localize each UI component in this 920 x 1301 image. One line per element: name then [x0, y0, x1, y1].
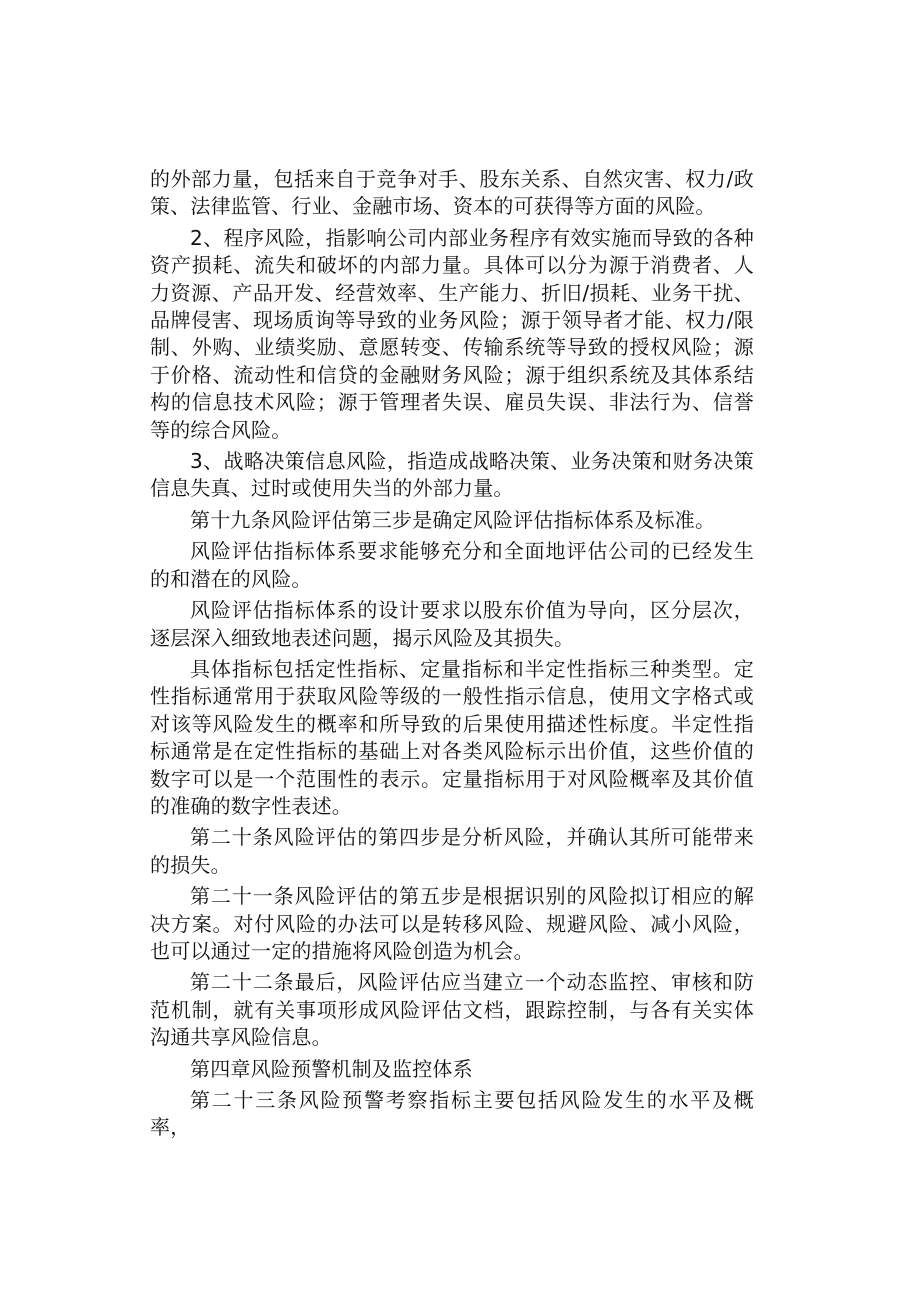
paragraph-strategic-info-risk: 3、战略决策信息风险，指造成战略决策、业务决策和财务决策信息失真、过时或使用失当的外部力量。: [150, 449, 754, 501]
paragraph-index-system-requirement: 风险评估指标体系要求能够充分和全面地评估公司的已经发生的和潜在的风险。: [150, 539, 754, 591]
article-20: 第二十条风险评估的第四步是分析风险，并确认其所可能带来的损失。: [150, 825, 754, 877]
chapter-4-heading: 第四章风险预警机制及监控体系: [190, 1056, 473, 1081]
paragraph-continuation: 的外部力量，包括来自于竞争对手、股东关系、自然灾害、权力/政策、法律监管、行业、金融市场、资本的可获得等方面的风险。: [150, 167, 754, 219]
paragraph-index-system-design: 风险评估指标体系的设计要求以股东价值为导向，区分层次，逐层深入细致地表述问题，揭示风险及其损失。: [150, 598, 754, 650]
article-22: 第二十二条最后，风险评估应当建立一个动态监控、审核和防范机制，就有关事项形成风险评估文档，跟踪控制，与各有关实体沟通共享风险信息。: [150, 970, 754, 1050]
article-19: 第十九条风险评估第三步是确定风险评估指标体系及标准。: [190, 507, 716, 532]
document-body: [150, 166, 754, 1146]
article-21: 第二十一条风险评估的第五步是根据识别的风险拟订相应的解决方案。对付风险的办法可以是转移风险、规避风险、减小风险，也可以通过一定的措施将风险创造为机会。: [150, 884, 754, 963]
paragraph-procedural-risk: 2、程序风险，指影响公司内部业务程序有效实施而导致的各种资产损耗、流失和破坏的内部力量。具体可以分为源于消费者、人力资源、产品开发、经营效率、生产能力、折旧/损耗、业务干扰、品牌侵害、现场质询等导致的业务风险；源于领导者才能、权力/限制、外购、业绩奖励、意愿转变、传输系统等导致的授权风险；源于价格、流动性和信贷的金融财务风险；源于组织系统及其体系结构的信息技术风险；源于管理者失误、雇员失误、非法行为、信誉等的综合风险。: [150, 225, 754, 442]
paragraph-index-types: 具体指标包括定性指标、定量指标和半定性指标三种类型。定性指标通常用于获取风险等级的一般性指示信息，使用文字格式或对该等风险发生的概率和所导致的后果使用描述性标度。半定性指标通常是在定性指标的基础上对各类风险标示出价值，这些价值的数字可以是一个范围性的表示。定量指标用于对风险概率及其价值的准确的数字性表述。: [150, 656, 754, 818]
article-23: 第二十三条风险预警考察指标主要包括风险发生的水平及概率，: [150, 1088, 754, 1140]
